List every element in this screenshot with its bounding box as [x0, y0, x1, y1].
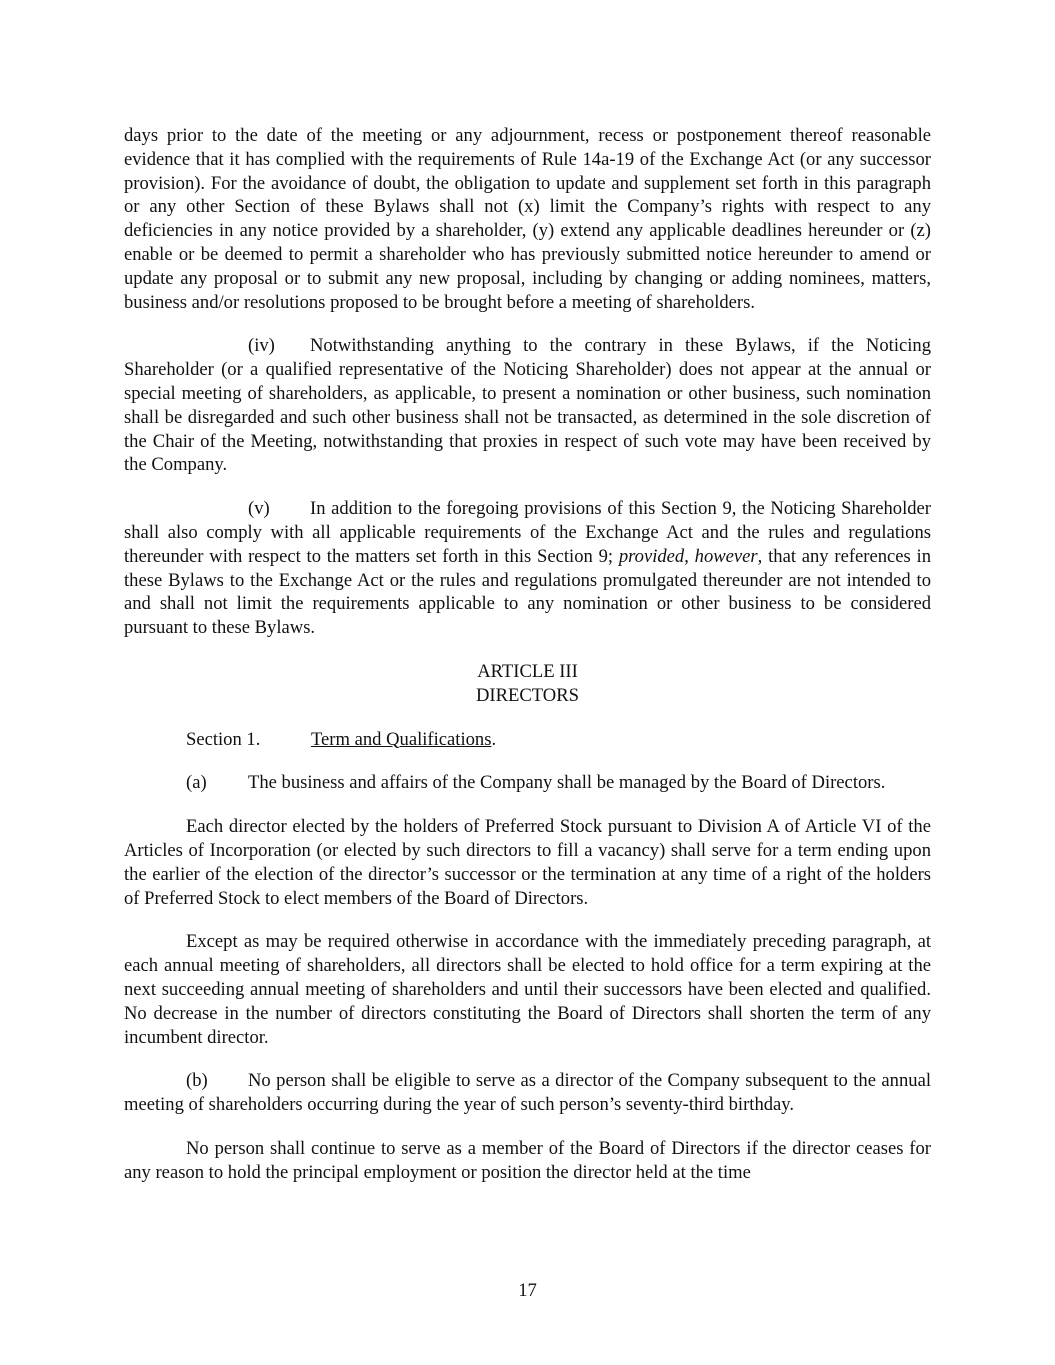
item-number: (b) [186, 1070, 208, 1092]
paragraph-annual-election: Except as may be required otherwise in accordance with the immediately preceding paragraph, at each annual meeting of shareholders, all directors shall be elected to hold office for a term expiring at the next succeeding annual meeting of shareholders and until their successors have been elected and qualified. No decrease in the number of directors constituting the Board of Directors shall shorten the term of any incumbent director. [124, 931, 931, 1048]
article-title: DIRECTORS [476, 684, 579, 706]
section-title: Term and Qualifications [311, 728, 492, 750]
item-text: Notwithstanding anything to the contrary in these Bylaws, if the Noticing Shareholder (or a qualified representative of the Noticing Shareholder) does not appear at the annual or special meeting of shareholders, as applicable, to present a nomination or other business, such nomination shall be disregarded and such other business shall not be transacted, as determined in the sole discretion of the Chair of the Meeting, notwithstanding that proxies in respect of such vote may have been received by the Company. [124, 335, 931, 476]
paragraph-update-obligation: days prior to the date of the meeting or any adjournment, recess or postponement thereof reasonable evidence that it has complied with the requirements of Rule 14a-19 of the Exchange Act (or any successor provision). For the avoidance of doubt, the obligation to update and supplement set forth in this paragraph or any other Section of these Bylaws shall not (x) limit the Company’s rights with respect to any deficiencies in any notice provided by a shareholder, (y) extend any applicable deadlines hereunder or (z) enable or be deemed to permit a shareholder who has previously submitted notice hereunder to amend or update any proposal or to submit any new proposal, including by changing or adding nominees, matters, business and/or resolutions proposed to be brought before a meeting of shareholders. [124, 125, 931, 313]
paragraph-employment: No person shall continue to serve as a member of the Board of Directors if the director ceases for any reason to hold the principal employment or position the director held at the time [124, 1137, 931, 1183]
paragraph-item-v [124, 497, 931, 640]
paragraph-item-iv [124, 334, 931, 477]
page-number: 17 [518, 1280, 537, 1301]
item-number: (v) [248, 498, 270, 520]
italic-however: however [694, 545, 758, 567]
section-period: . [491, 728, 497, 750]
comma: , [684, 545, 695, 567]
paragraph-item-b [124, 1069, 931, 1117]
item-text: No person shall be eligible to serve as a director of the Company subsequent to the annual meeting of shareholders occurring during the year of such person’s seventy-third birthday. [124, 1070, 931, 1116]
item-number: (iv) [248, 335, 275, 357]
italic-provided: provided [618, 545, 685, 567]
item-number: (a) [186, 772, 207, 794]
item-text-cont: , that any references in these Bylaws to the Exchange Act or the rules and regulations promulgated thereunder are not intended to and shall not limit the requirements applicable to any nomination or other business to be considered pursuant to these Bylaws. [124, 545, 932, 639]
section-label: Section 1. [186, 728, 261, 750]
item-text: In addition to the foregoing provisions of this Section 9, the Noticing Shareholder shall also comply with all applicable requirements of the Exchange Act and the rules and regulations thereunder with respect to the matters set forth in this Section 9; [124, 498, 931, 567]
paragraph-preferred-stock: Each director elected by the holders of Preferred Stock pursuant to Division A of Article VI of the Articles of Incorporation (or elected by such directors to fill a vacancy) shall serve for a term ending upon the earlier of the election of the director’s successor or the termination at any time of a right of the holders of Preferred Stock to elect members of the Board of Directors. [124, 816, 931, 909]
paragraph-item-a [124, 771, 931, 795]
article-number: ARTICLE III [477, 660, 578, 682]
section-heading [124, 728, 931, 752]
document-page [124, 124, 931, 1184]
item-text: The business and affairs of the Company shall be managed by the Board of Directors. [248, 772, 886, 794]
